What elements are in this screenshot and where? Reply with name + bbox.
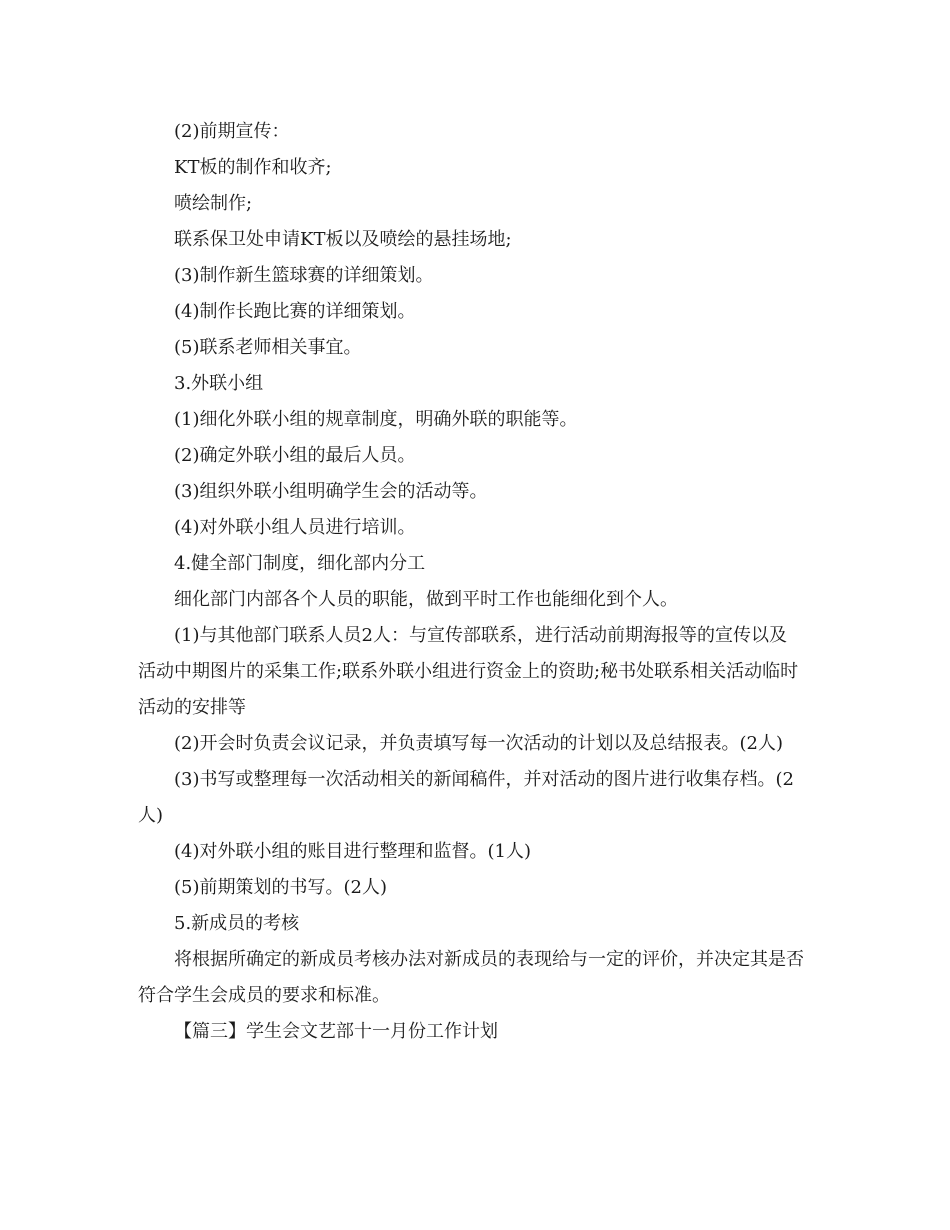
paragraph-11: (3)组织外联小组明确学生会的活动等。: [174, 481, 488, 502]
paragraph-1: (2)前期宣传：: [174, 121, 290, 142]
paragraph-19: (5)前期策划的书写。(2人): [174, 877, 387, 898]
paragraph-12: (4)对外联小组人员进行培训。: [174, 517, 416, 538]
paragraph-10: (2)确定外联小组的最后人员。: [174, 445, 416, 466]
paragraph-16: (2)开会时负责会议记录，并负责填写每一次活动的计划以及总结报表。(2人): [174, 733, 783, 754]
section-heading-4: 4.健全部门制度，细化部内分工: [174, 553, 426, 574]
section-heading-5: 5.新成员的考核: [174, 913, 300, 934]
paragraph-9: (1)细化外联小组的规章制度，明确外联的职能等。: [174, 409, 578, 430]
paragraph-21: 将根据所确定的新成员考核办法对新成员的表现给与一定的评价，并决定其是否符合学生会成员的要求和标准。: [138, 949, 804, 1006]
paragraph-3: 喷绘制作;: [174, 193, 253, 214]
paragraph-5: (3)制作新生篮球赛的详细策划。: [174, 265, 434, 286]
paragraph-7: (5)联系老师相关事宜。: [174, 337, 362, 358]
paragraph-2: KT板的制作和收齐;: [174, 157, 332, 178]
paragraph-15: (1)与其他部门联系人员2人：与宣传部联系，进行活动前期海报等的宣传以及活动中期图片的采集工作;联系外联小组进行资金上的资助;秘书处联系相关活动临时活动的安排等: [138, 625, 799, 718]
section-heading-3: 3.外联小组: [174, 373, 264, 394]
paragraph-14: 细化部门内部各个人员的职能，做到平时工作也能细化到个人。: [174, 589, 678, 610]
paragraph-17: (3)书写或整理每一次活动相关的新闻稿件，并对活动的图片进行收集存档。(2人): [138, 769, 794, 826]
paragraph-6: (4)制作长跑比赛的详细策划。: [174, 301, 416, 322]
paragraph-4: 联系保卫处申请KT板以及喷绘的悬挂场地;: [174, 229, 512, 250]
paragraph-18: (4)对外联小组的账目进行整理和监督。(1人): [174, 841, 531, 862]
chapter-heading: 【篇三】学生会文艺部十一月份工作计划: [174, 1021, 498, 1042]
document-body: [138, 114, 804, 1050]
